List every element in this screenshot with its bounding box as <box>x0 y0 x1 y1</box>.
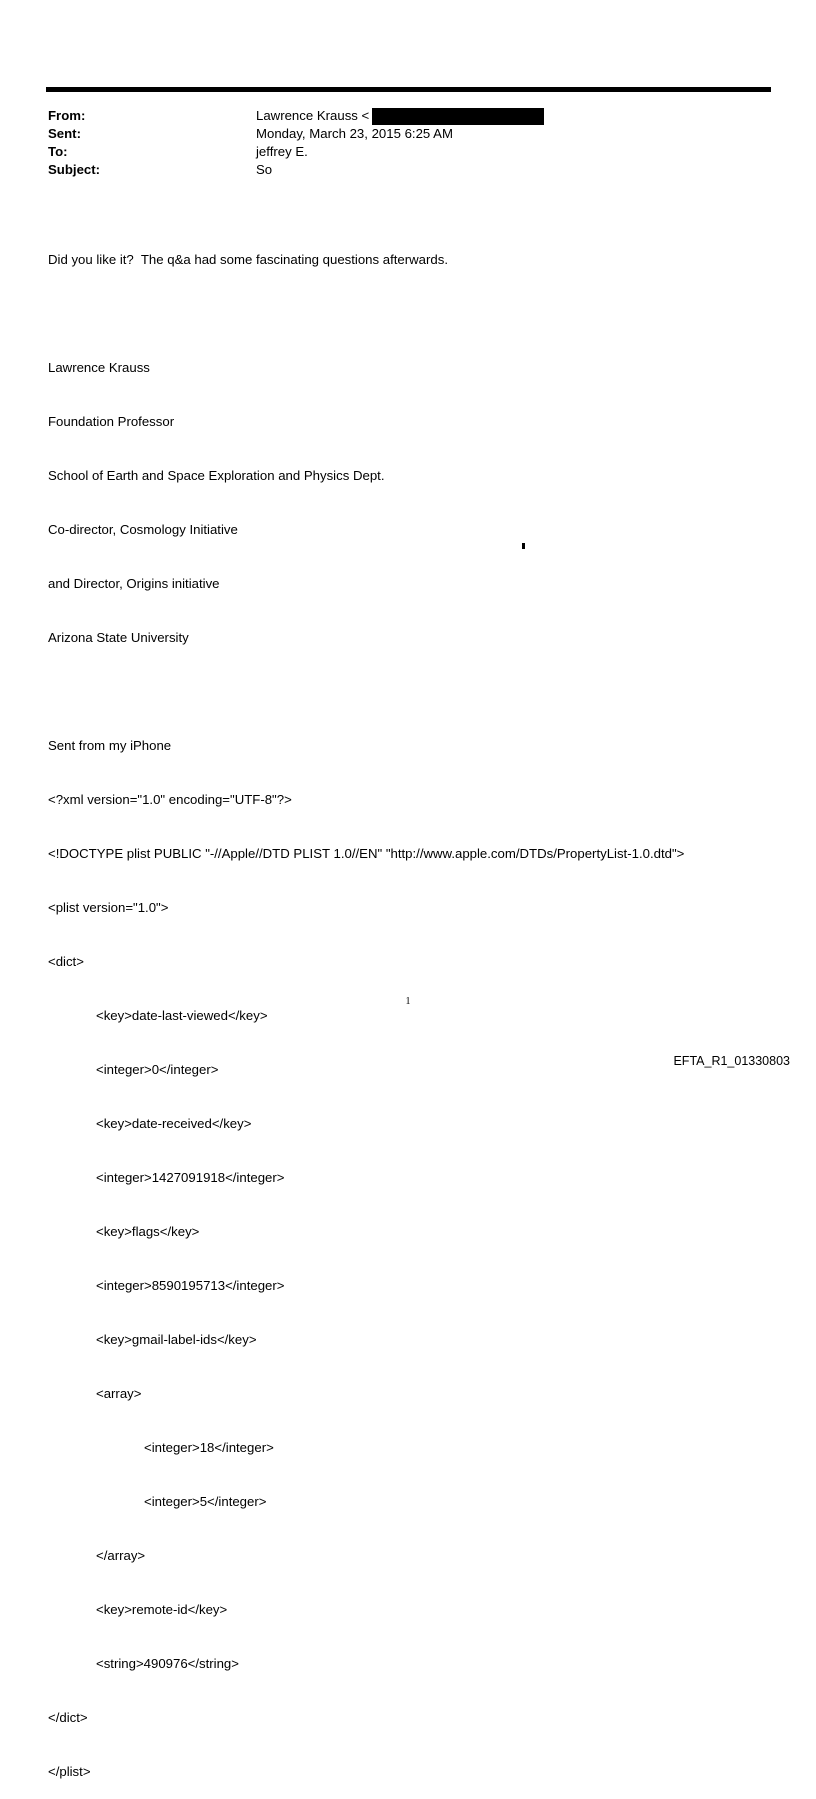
signature-title: Foundation Professor <box>48 414 175 429</box>
spacer <box>48 305 684 323</box>
signature-name: Lawrence Krauss <box>48 360 150 375</box>
dict-open: <dict> <box>48 954 84 969</box>
signature-university: Arizona State University <box>48 630 189 645</box>
plist-line: <key>gmail-label-ids</key> <box>96 1332 257 1347</box>
plist-close: </plist> <box>48 1764 91 1779</box>
from-label: From: <box>48 108 86 123</box>
plist-open: <plist version="1.0"> <box>48 900 169 915</box>
from-sender: Lawrence Krauss < <box>256 108 370 123</box>
plist-line: <key>date-last-viewed</key> <box>96 1008 268 1023</box>
signature-role1: Co-director, Cosmology Initiative <box>48 522 238 537</box>
plist-line: <key>flags</key> <box>96 1224 200 1239</box>
to-row <box>48 143 544 161</box>
plist-line: <key>date-received</key> <box>96 1116 252 1131</box>
redaction-box <box>372 108 544 125</box>
page-number: 1 <box>405 996 411 1007</box>
plist-line: <integer>18</integer> <box>144 1440 274 1455</box>
signature-role2: and Director, Origins initiative <box>48 576 220 591</box>
plist-line: <integer>5</integer> <box>144 1494 267 1509</box>
sent-row <box>48 125 544 143</box>
plist-line: <integer>0</integer> <box>96 1062 219 1077</box>
from-row <box>48 107 544 125</box>
signature-dept: School of Earth and Space Exploration and Physics Dept. <box>48 468 385 483</box>
plist-line: <key>remote-id</key> <box>96 1602 228 1617</box>
scan-mark <box>522 543 525 549</box>
dict-close: </dict> <box>48 1710 88 1725</box>
header-rule <box>46 87 771 92</box>
to-value: jeffrey E. <box>256 144 308 159</box>
message-line: Did you like it? The q&a had some fascinating questions afterwards. <box>48 252 448 267</box>
subject-row <box>48 161 544 179</box>
plist-line: <string>490976</string> <box>96 1656 239 1671</box>
to-label: To: <box>48 144 68 159</box>
from-value <box>256 107 544 125</box>
sent-from-device: Sent from my iPhone <box>48 738 172 753</box>
sent-value: Monday, March 23, 2015 6:25 AM <box>256 126 453 141</box>
document-id: EFTA_R1_01330803 <box>673 1054 790 1068</box>
subject-label: Subject: <box>48 162 101 177</box>
subject-value: So <box>256 162 273 177</box>
plist-doctype: <!DOCTYPE plist PUBLIC "-//Apple//DTD PLIST 1.0//EN" "http://www.apple.com/DTDs/PropertyList-1.0.dtd"> <box>48 846 685 861</box>
plist-line: <integer>8590195713</integer> <box>96 1278 285 1293</box>
plist-line: <array> <box>96 1386 142 1401</box>
plist-line: <integer>1427091918</integer> <box>96 1170 285 1185</box>
plist-xml-decl: <?xml version="1.0" encoding="UTF-8"?> <box>48 792 292 807</box>
sent-label: Sent: <box>48 126 81 141</box>
email-header <box>48 107 544 179</box>
spacer <box>48 683 684 701</box>
email-body <box>48 215 684 1799</box>
plist-line: </array> <box>96 1548 146 1563</box>
